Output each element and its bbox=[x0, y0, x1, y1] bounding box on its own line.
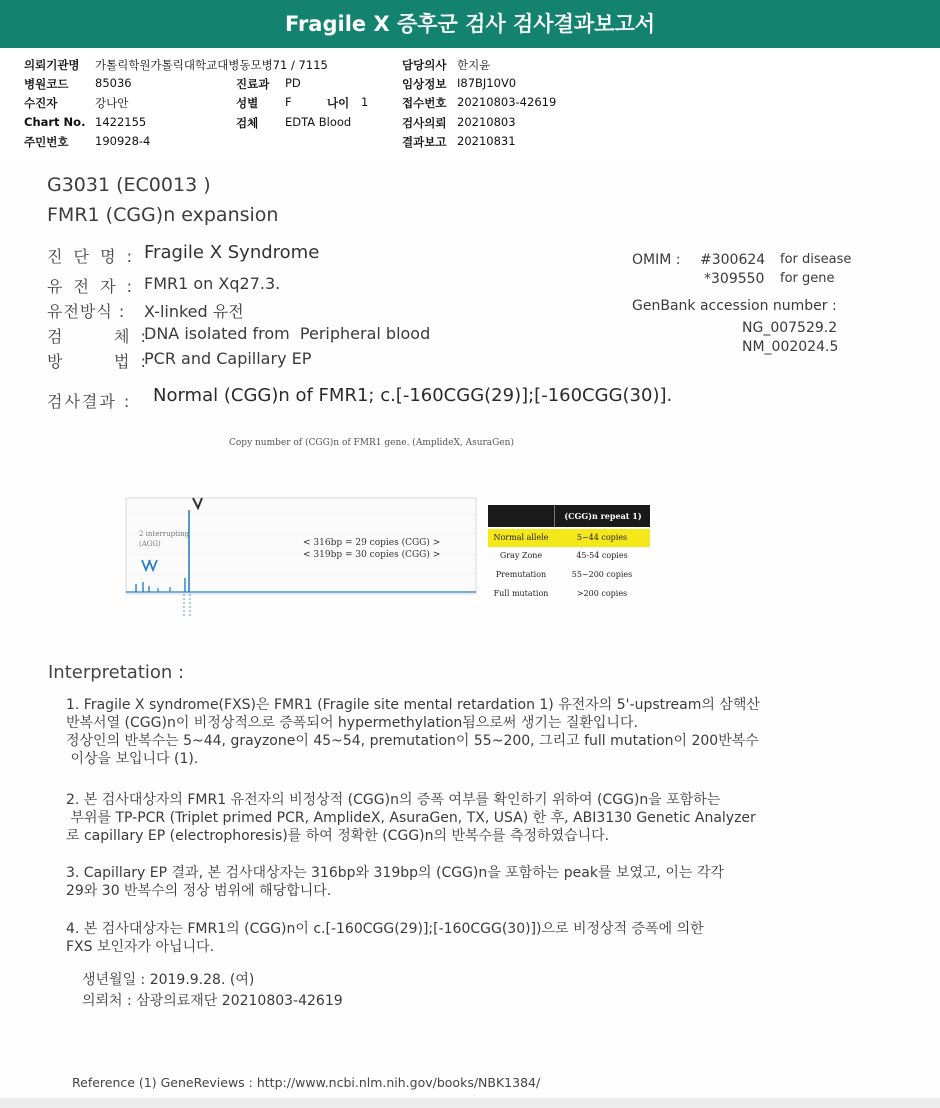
report-title: Fragile X 증후군 검사 검사결과보고서 bbox=[0, 0, 940, 48]
label-patient: 수진자 bbox=[24, 96, 58, 110]
paragraph-line: 로 capillary EP (electrophoresis)를 하여 정확한 (CGG)n의 반복수를 측정하였습니다. bbox=[66, 828, 610, 844]
table-row bbox=[488, 566, 650, 584]
label-report-date: 결과보고 bbox=[402, 135, 447, 149]
value-clinical-info: I87BJ10V0 bbox=[457, 76, 517, 90]
value-specimen: EDTA Blood bbox=[285, 115, 352, 129]
label-resident-no: 주민번호 bbox=[24, 135, 69, 149]
value-patient: 강나안 bbox=[95, 96, 129, 110]
diagnosis-value: Fragile X Syndrome bbox=[144, 242, 320, 263]
page-bottom-strip bbox=[0, 1098, 940, 1108]
gene-label: 유 전 자 : bbox=[47, 277, 136, 296]
omim-disease-note: for disease bbox=[780, 252, 852, 267]
allele-type: Normal allele bbox=[493, 533, 549, 542]
method-label: 방 법 : bbox=[47, 352, 149, 371]
interpretation-paragraph-2 bbox=[66, 791, 756, 845]
table-row bbox=[488, 585, 650, 603]
omim-label: OMIM : bbox=[632, 252, 681, 268]
value-doctor: 한지윤 bbox=[457, 58, 491, 72]
patient-birth: 생년월일 : 2019.9.28. (여) bbox=[82, 972, 255, 988]
inheritance-value: X-linked 유전 bbox=[144, 302, 244, 321]
reference-line: Reference (1) GeneReviews : http://www.ncbi.nlm.nih.gov/books/NBK1384/ bbox=[72, 1075, 541, 1090]
paragraph-line: 4. 본 검사대상자는 FMR1의 (CGG)n이 c.[-160CGG(29)];[-160CGG(30)])으로 비정상적 증폭에 의한 bbox=[66, 921, 704, 937]
value-resident-no: 190928-4 bbox=[95, 134, 151, 148]
paragraph-line: 3. Capillary EP 결과, 본 검사대상자는 316bp와 319bp의 (CGG)n을 포함하는 peak를 보였고, 이는 각각 bbox=[66, 865, 724, 881]
referral-info: 의뢰처 : 삼광의료재단 20210803-42619 bbox=[82, 993, 343, 1009]
figure-caption: Copy number of (CGG)n of FMR1 gene. (AmplideX, AsuraGen) bbox=[229, 438, 514, 448]
result-value: Normal (CGG)n of FMR1; c.[-160CGG(29)];[-160CGG(30)]. bbox=[153, 385, 673, 406]
peak-label-316: < 316bp = 29 copies (CGG) > bbox=[303, 538, 441, 548]
test-name: FMR1 (CGG)n expansion bbox=[47, 204, 279, 226]
value-receipt-no: 20210803-42619 bbox=[457, 95, 557, 109]
method-value: PCR and Capillary EP bbox=[144, 349, 312, 368]
paragraph-line: 부위를 TP-PCR (Triplet primed PCR, AmplideX, AsuraGen, TX, USA) 한 후, ABI3130 Genetic Analyzer bbox=[66, 810, 756, 826]
allele-type: Full mutation bbox=[493, 589, 549, 598]
label-specimen: 검체 bbox=[236, 116, 259, 130]
paragraph-line: 29와 30 반복수의 정상 범위에 해당합니다. bbox=[66, 883, 332, 899]
paragraph-line: 반복서열 (CGG)n이 비정상적으로 증폭되어 hypermethylation됨으로써 생기는 질환입니다. bbox=[66, 715, 638, 731]
peak-label-319: < 319bp = 30 copies (CGG) > bbox=[303, 550, 441, 560]
interrupt-label-1: 2 interrupting bbox=[139, 530, 190, 538]
interpretation-heading: Interpretation : bbox=[48, 662, 185, 683]
interpretation-paragraph-3 bbox=[66, 864, 724, 900]
omim-disease: #300624 bbox=[700, 252, 766, 268]
paragraph-line: 2. 본 검사대상자의 FMR1 유전자의 비정상적 (CGG)n의 증폭 여부를 확인하기 위하여 (CGG)n을 포함하는 bbox=[66, 792, 721, 808]
value-department: PD bbox=[285, 76, 301, 90]
value-request-date: 20210803 bbox=[457, 115, 516, 129]
genbank-label: GenBank accession number : bbox=[632, 298, 837, 314]
value-sex: F bbox=[285, 95, 292, 109]
label-request-date: 검사의뢰 bbox=[402, 116, 447, 130]
genbank-ng: NG_007529.2 bbox=[742, 320, 838, 336]
interpretation-paragraph-1 bbox=[66, 696, 760, 768]
allele-type: Gray Zone bbox=[499, 551, 543, 560]
label-doctor: 담당의사 bbox=[402, 58, 447, 72]
value-chart-no: 1422155 bbox=[95, 115, 147, 129]
paragraph-line: FXS 보인자가 아닙니다. bbox=[66, 939, 215, 955]
paragraph-line: 정상인의 반복수는 5~44, grayzone이 45~54, premutation이 55~200, 그리고 full mutation이 200반복수 bbox=[66, 733, 759, 749]
specimen-label: 검 체 : bbox=[47, 327, 149, 346]
label-hospital-code: 병원코드 bbox=[24, 77, 69, 91]
repeat-range: 55~200 copies bbox=[571, 570, 633, 579]
omim-gene: *309550 bbox=[704, 271, 765, 287]
label-chart-no: Chart No. bbox=[24, 115, 86, 129]
repeat-range: 5~44 copies bbox=[576, 533, 628, 542]
interrupt-label-2: (AGG) bbox=[139, 540, 161, 548]
table-row bbox=[488, 529, 650, 547]
test-code: G3031 (EC0013 ) bbox=[47, 174, 211, 196]
value-age: 1 bbox=[361, 95, 369, 109]
diagnosis-label: 진 단 명 : bbox=[47, 247, 136, 266]
label-institution: 의뢰기관명 bbox=[24, 58, 80, 72]
gene-value: FMR1 on Xq27.3. bbox=[144, 274, 281, 293]
value-institution: 가톨릭학원가톨릭대학교대병동모병71 / 7115 bbox=[95, 58, 328, 72]
label-clinical-info: 임상정보 bbox=[402, 77, 447, 91]
value-report-date: 20210831 bbox=[457, 134, 516, 148]
value-hospital-code: 85036 bbox=[95, 76, 132, 90]
repeat-range-table bbox=[488, 505, 650, 605]
table-header-row bbox=[488, 505, 650, 527]
patient-header bbox=[0, 48, 940, 167]
table-row bbox=[488, 547, 650, 565]
allele-type: Premutation bbox=[495, 570, 547, 579]
interpretation-paragraph-4 bbox=[66, 920, 704, 956]
result-label: 검사결과 : bbox=[47, 392, 132, 411]
repeat-range: >200 copies bbox=[576, 589, 628, 598]
paragraph-line: 이상을 보입니다 (1). bbox=[66, 751, 199, 767]
label-department: 진료과 bbox=[236, 77, 270, 91]
label-age: 나이 bbox=[327, 96, 350, 110]
repeat-range: 45-54 copies bbox=[576, 551, 628, 560]
label-sex: 성별 bbox=[236, 96, 259, 110]
paragraph-line: 1. Fragile X syndrome(FXS)은 FMR1 (Fragile site mental retardation 1) 유전자의 5'-upstream의 삼핵산 bbox=[66, 697, 760, 713]
inheritance-label: 유전방식 : bbox=[47, 302, 126, 321]
genbank-nm: NM_002024.5 bbox=[742, 339, 839, 355]
table-header: (CGG)n repeat 1) bbox=[554, 505, 651, 527]
omim-gene-note: for gene bbox=[780, 271, 835, 286]
specimen-value: DNA isolated from Peripheral blood bbox=[144, 324, 431, 343]
label-receipt-no: 접수번호 bbox=[402, 96, 447, 110]
